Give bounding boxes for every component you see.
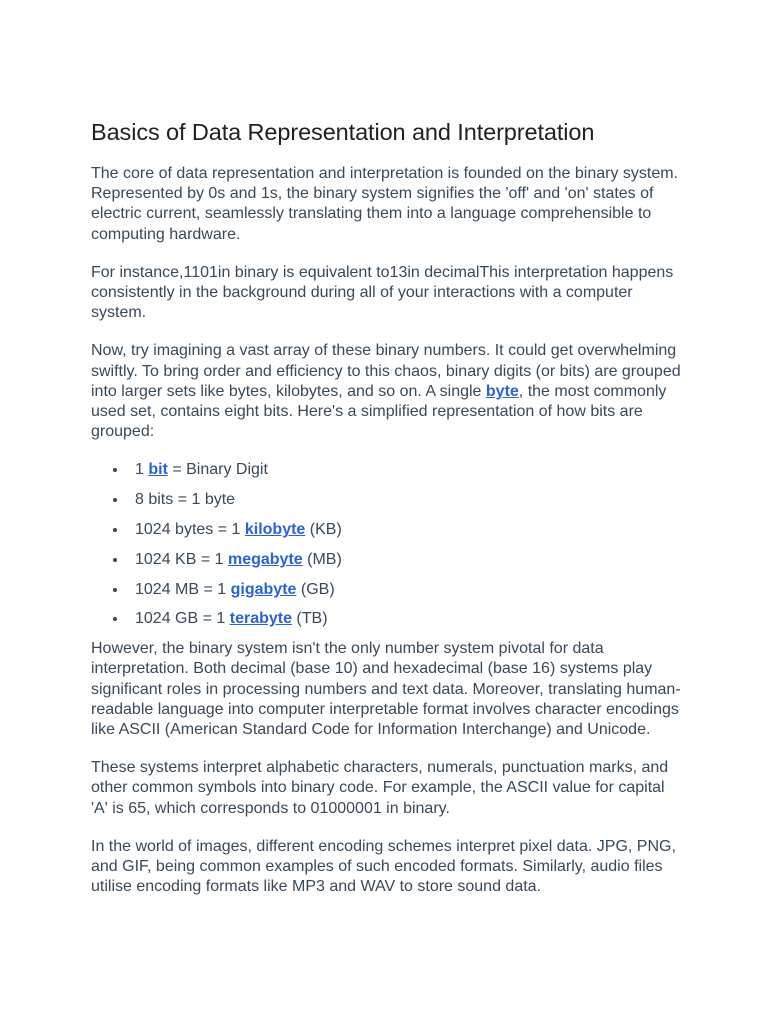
kilobyte-link[interactable]: kilobyte bbox=[244, 521, 306, 539]
list-item-text: 1024 KB = 1 bbox=[135, 550, 228, 568]
list-item-text: 1024 GB = 1 bbox=[135, 610, 230, 628]
list-item-text: (GB) bbox=[296, 580, 335, 598]
terabyte-link[interactable]: terabyte bbox=[229, 610, 292, 628]
list-item-text: 1 bbox=[135, 461, 149, 479]
list-item-text: = Binary Digit bbox=[167, 461, 268, 479]
byte-link[interactable]: byte bbox=[485, 382, 519, 400]
list-item bbox=[91, 580, 681, 600]
bullet-icon bbox=[113, 468, 117, 472]
paragraph-text: , the most commonly used set, contains eight bits. Here's a simplified representation of how bits are grouped: bbox=[91, 382, 667, 441]
megabyte-link[interactable]: megabyte bbox=[227, 550, 303, 568]
bullet-icon bbox=[113, 588, 117, 592]
bullet-icon bbox=[113, 528, 117, 532]
paragraph-number-systems: However, the binary system isn't the only number system pivotal for data interpretation. Both decimal (base 10) and hexadecimal (base 16) systems play significant roles in processing numbers and text data. Moreover, translating human-readable language into computer interpretable format involves character encodings like ASCII (American Standard Code for Information Interchange) and Unicode. bbox=[91, 640, 681, 739]
bullet-icon bbox=[113, 617, 117, 621]
list-item bbox=[91, 490, 681, 510]
gigabyte-link[interactable]: gigabyte bbox=[230, 580, 297, 598]
paragraph-ascii: These systems interpret alphabetic characters, numerals, punctuation marks, and other common symbols into binary code. For example, the ASCII value for capital 'A' is 65, which corresponds to 01000001 in binary. bbox=[91, 759, 669, 817]
unit-list bbox=[91, 460, 681, 629]
bit-link[interactable]: bit bbox=[148, 461, 168, 479]
list-item-text: 1024 MB = 1 bbox=[135, 580, 231, 598]
paragraph-binary-system: The core of data representation and interpretation is founded on the binary system. Represented by 0s and 1s, the binary system signifies the 'off' and 'on' states of electric current, seamlessly translating them into a language comprehensible to computing hardware. bbox=[91, 165, 679, 243]
bullet-icon bbox=[113, 558, 117, 562]
bullet-icon bbox=[113, 498, 117, 502]
list-item bbox=[91, 460, 681, 480]
list-item bbox=[91, 550, 681, 570]
list-item-text: (MB) bbox=[302, 550, 342, 568]
paragraph-media-encoding: In the world of images, different encoding schemes interpret pixel data. JPG, PNG, and GIF, being common examples of such encoded formats. Similarly, audio files utilise encoding formats like MP3 and WAV to store sound data. bbox=[91, 837, 676, 896]
paragraph-binary-example: For instance,1101in binary is equivalent to13in decimalThis interpretation happens consistently in the background during all of your interactions with a computer system. bbox=[91, 263, 674, 322]
list-item-text: (KB) bbox=[305, 521, 342, 539]
list-item bbox=[91, 520, 681, 540]
article-body bbox=[91, 117, 681, 915]
list-item-text: (TB) bbox=[291, 610, 328, 628]
page-title: Basics of Data Representation and Interpretation bbox=[91, 119, 595, 145]
list-item-text: 1024 bytes = 1 bbox=[135, 521, 245, 539]
list-item bbox=[91, 609, 681, 629]
paragraph-text: Now, try imagining a vast array of these binary numbers. It could get overwhelming swiftly. To bring order and efficiency to this chaos, binary digits (or bits) are grouped into larger sets like bytes, kilobytes, and so on. A single bbox=[91, 342, 681, 400]
paragraph-bit-grouping bbox=[91, 341, 681, 442]
list-item-text: 8 bits = 1 byte bbox=[135, 491, 236, 509]
